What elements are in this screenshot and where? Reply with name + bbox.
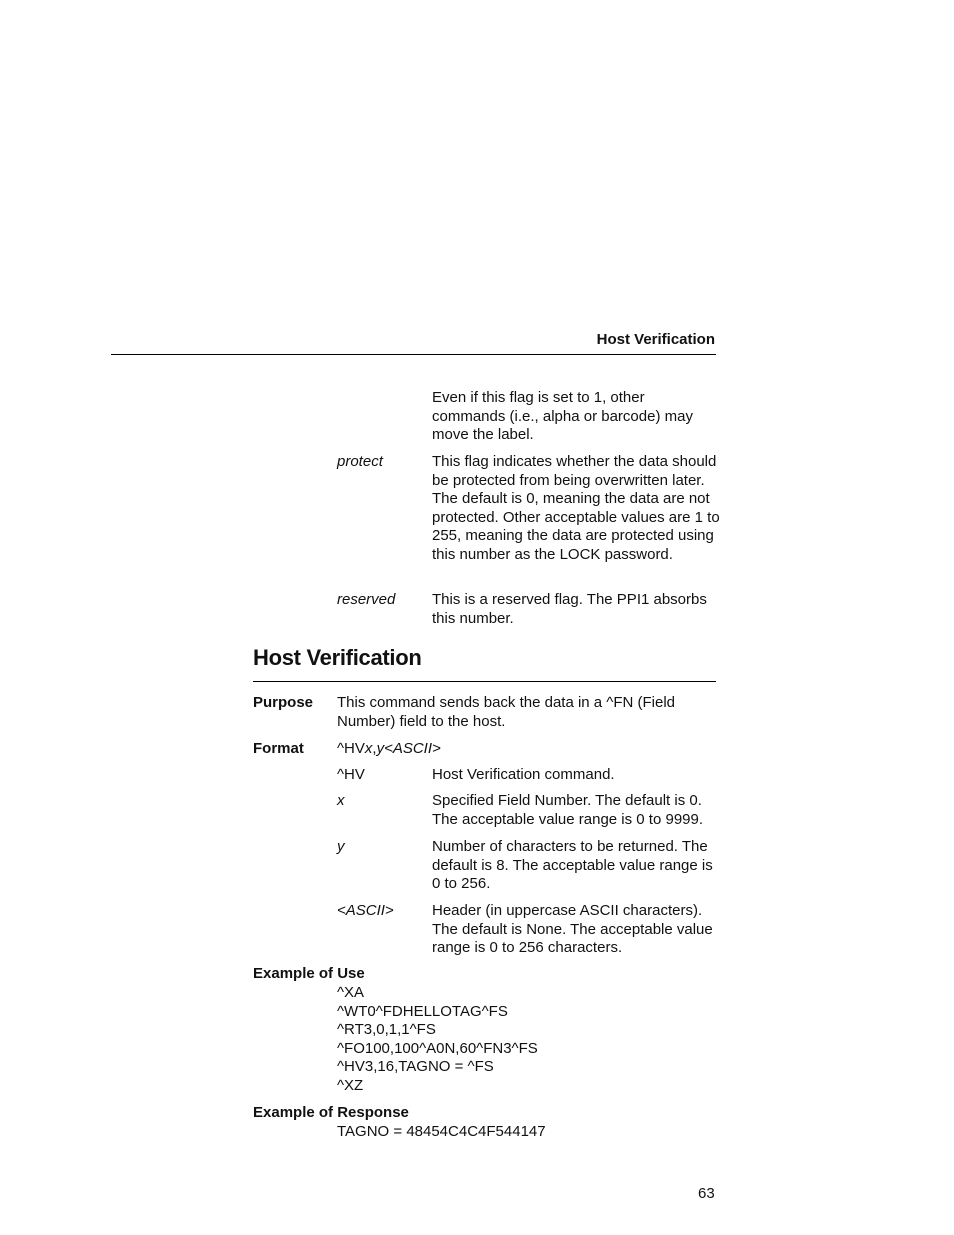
- code-line: ^XA: [337, 984, 365, 1001]
- format-x: x: [364, 740, 373, 757]
- param-name-reserved: reserved: [337, 591, 396, 608]
- param-name-hv: ^HV: [337, 766, 365, 783]
- param-desc-x: Specified Field Number. The default is 0. The acceptable value range is 0 to 9999.: [432, 792, 704, 828]
- running-header-title: Host Verification: [596, 331, 715, 348]
- page-number: 63: [698, 1185, 715, 1202]
- example-response-label: Example of Response: [253, 1104, 409, 1121]
- code-line: ^RT3,0,1,1^FS: [337, 1021, 436, 1038]
- param-desc-reserved: This is a reserved flag. The PPI1 absorbs this number.: [432, 591, 707, 627]
- param-name-y: y: [337, 838, 345, 855]
- param-desc-protect: This flag indicates whether the data should be protected from being overwritten later. The default is 0, meaning the data are not protected. Other acceptable values are 1 to 255, meaning the data are protected using this number as the LOCK password.: [432, 453, 720, 563]
- format-prefix: ^HV: [337, 740, 365, 757]
- format-syntax: [337, 740, 441, 759]
- example-use-label: Example of Use: [253, 965, 365, 982]
- param-name-x: x: [337, 792, 345, 809]
- format-label: Format: [253, 740, 304, 757]
- param-name-ascii: <ASCII>: [337, 902, 394, 919]
- format-y: y: [376, 740, 385, 757]
- section-title-rule: [253, 681, 716, 682]
- code-line: ^XZ: [337, 1076, 364, 1094]
- param-name-protect: protect: [337, 453, 383, 470]
- format-comma: ,: [372, 740, 377, 757]
- header-rule: [111, 354, 716, 355]
- param-desc-ascii: Header (in uppercase ASCII characters). The default is None. The acceptable value range is 0 to 256 characters.: [432, 902, 713, 956]
- code-line: ^FO100,100^A0N,60^FN3^FS: [337, 1039, 538, 1057]
- format-ascii: <ASCII>: [384, 740, 441, 757]
- param-desc-continued: Even if this flag is set to 1, other commands (i.e., alpha or barcode) may move the label.: [432, 389, 693, 443]
- code-line: ^HV3,16,TAGNO = ^FS: [337, 1058, 494, 1075]
- param-desc-y: Number of characters to be returned. The default is 8. The acceptable value range is 0 to 256.: [432, 838, 713, 892]
- example-response-text: TAGNO = 48454C4C4F544147: [337, 1123, 546, 1140]
- param-desc-hv: Host Verification command.: [432, 766, 615, 783]
- purpose-label: Purpose: [253, 694, 314, 711]
- example-use-code: [337, 984, 538, 1095]
- purpose-text: This command sends back the data in a ^FN (Field Number) field to the host.: [337, 694, 676, 730]
- section-title: Host Verification: [253, 645, 422, 670]
- code-line: ^WT0^FDHELLOTAG^FS: [337, 1002, 508, 1020]
